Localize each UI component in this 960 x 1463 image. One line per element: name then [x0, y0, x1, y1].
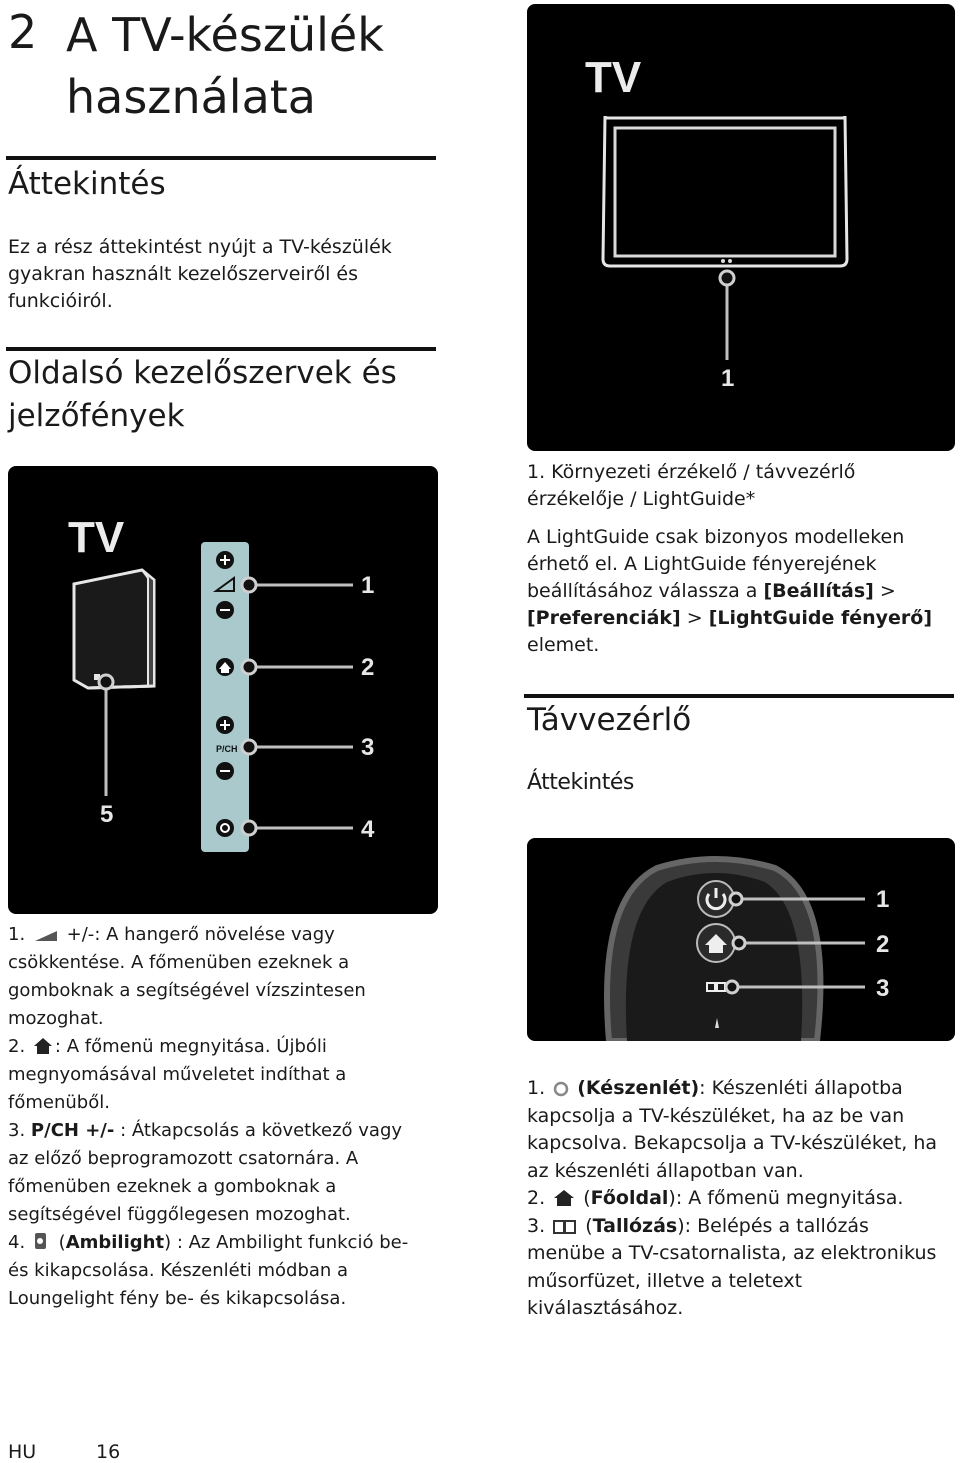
callout-1: 1 [361, 572, 375, 599]
section-rule [6, 347, 436, 351]
callout-3: 3 [361, 734, 375, 761]
callout-1: 1 [721, 365, 735, 392]
remote-heading: Távvezérlő [527, 702, 692, 738]
remote-figure [527, 838, 955, 1041]
channel-plus-icon [216, 716, 234, 734]
overview-heading: Áttekintés [8, 166, 166, 202]
overview-text: Ez a rész áttekintést nyújt a TV-készülék gyakran használt kezelőszerveiről és funkcióiról. [8, 236, 392, 312]
callout-3: 3 [876, 975, 890, 1002]
list-item: 1. +/-: A hangerő növelése vagy csökkentése. A főmenüben ezeknek a gomboknak a segítségével vízszintesen mozoghat. [8, 924, 366, 1029]
front-item-text: A LightGuide csak bizonyos modelleken érhető el. A LightGuide fényerejének beállításához válassza a [Beállítás] > [Preferenciák] > [LightGuide fényerő] elemet. [527, 526, 933, 656]
list-item: 4. (Ambilight) : Az Ambilight funkció be- és kikapcsolása. Készenléti módban a Loungelight fény be- és kikapcsolása. [8, 1232, 409, 1309]
ambilight-icon [216, 819, 234, 837]
section-rule [524, 694, 954, 698]
home-icon [33, 1037, 53, 1055]
front-item-title: 1. Környezeti érzékelő / távvezérlő érzékelője / LightGuide* [527, 461, 856, 510]
list-item: 1. (Készenlét): Készenléti állapotba kapcsolja a TV-készüléket, ha az be van kapcsolva. Bekapcsolja a TV-készüléket, ha az készenléti állapotban van. [527, 1077, 938, 1182]
list-item: 3. P/CH +/- : Átkapcsolás a következő vagy az előző beprogramozott csatornára. A főmenüben ezeknek a gomboknak a segítségével függőlegesen mozoghat. [8, 1120, 403, 1225]
chapter-title: A TV-készülék használata [66, 8, 384, 124]
callout-5: 5 [100, 801, 114, 828]
tv-frame [603, 116, 847, 266]
home-icon [697, 924, 735, 962]
remote-list [527, 1075, 951, 1323]
home-icon [216, 658, 234, 676]
volume-icon [33, 929, 59, 943]
callout-2: 2 [876, 931, 890, 958]
callout-4: 4 [361, 816, 375, 843]
side-controls-heading: Oldalsó kezelőszervek és jelzőfények [8, 355, 397, 434]
front-tv-illustration [527, 4, 955, 451]
chapter-number: 2 [8, 5, 38, 59]
list-item: 2. (Főoldal): A főmenü megnyitása. [527, 1187, 904, 1209]
channel-minus-icon [216, 762, 234, 780]
volume-plus-icon [216, 551, 234, 569]
tv-screen [615, 128, 835, 256]
home-icon [553, 1189, 575, 1207]
section-rule [6, 156, 436, 160]
callout-2: 2 [361, 654, 375, 681]
side-controls-illustration [8, 466, 438, 914]
side-controls-figure [8, 466, 438, 914]
remote-illustration [527, 838, 955, 1041]
remote-subheading: Áttekintés [527, 770, 634, 795]
page-number: 16 [96, 1441, 121, 1463]
callout-1: 1 [876, 886, 890, 913]
footer-language: HU [8, 1441, 37, 1463]
tv-side-view [74, 570, 154, 688]
volume-minus-icon [216, 601, 234, 619]
ambilight-icon [33, 1231, 51, 1251]
list-item: 3. (Tallózás): Belépés a tallózás menübe a TV-csatornalista, az elektronikus műsorfüzet, illetve a teletext kiválasztásához. [527, 1214, 937, 1319]
side-controls-list [8, 921, 428, 1313]
standby-icon [553, 1081, 569, 1097]
front-tv-figure [527, 4, 955, 451]
list-item: 2. : A főmenü megnyitása. Újbóli megnyomásával műveletet indíthat a főmenüből. [8, 1036, 347, 1113]
pch-label: P/CH [216, 744, 238, 754]
tv-label: TV [585, 53, 642, 102]
tv-label: TV [68, 513, 125, 562]
browse-icon [553, 1219, 577, 1235]
